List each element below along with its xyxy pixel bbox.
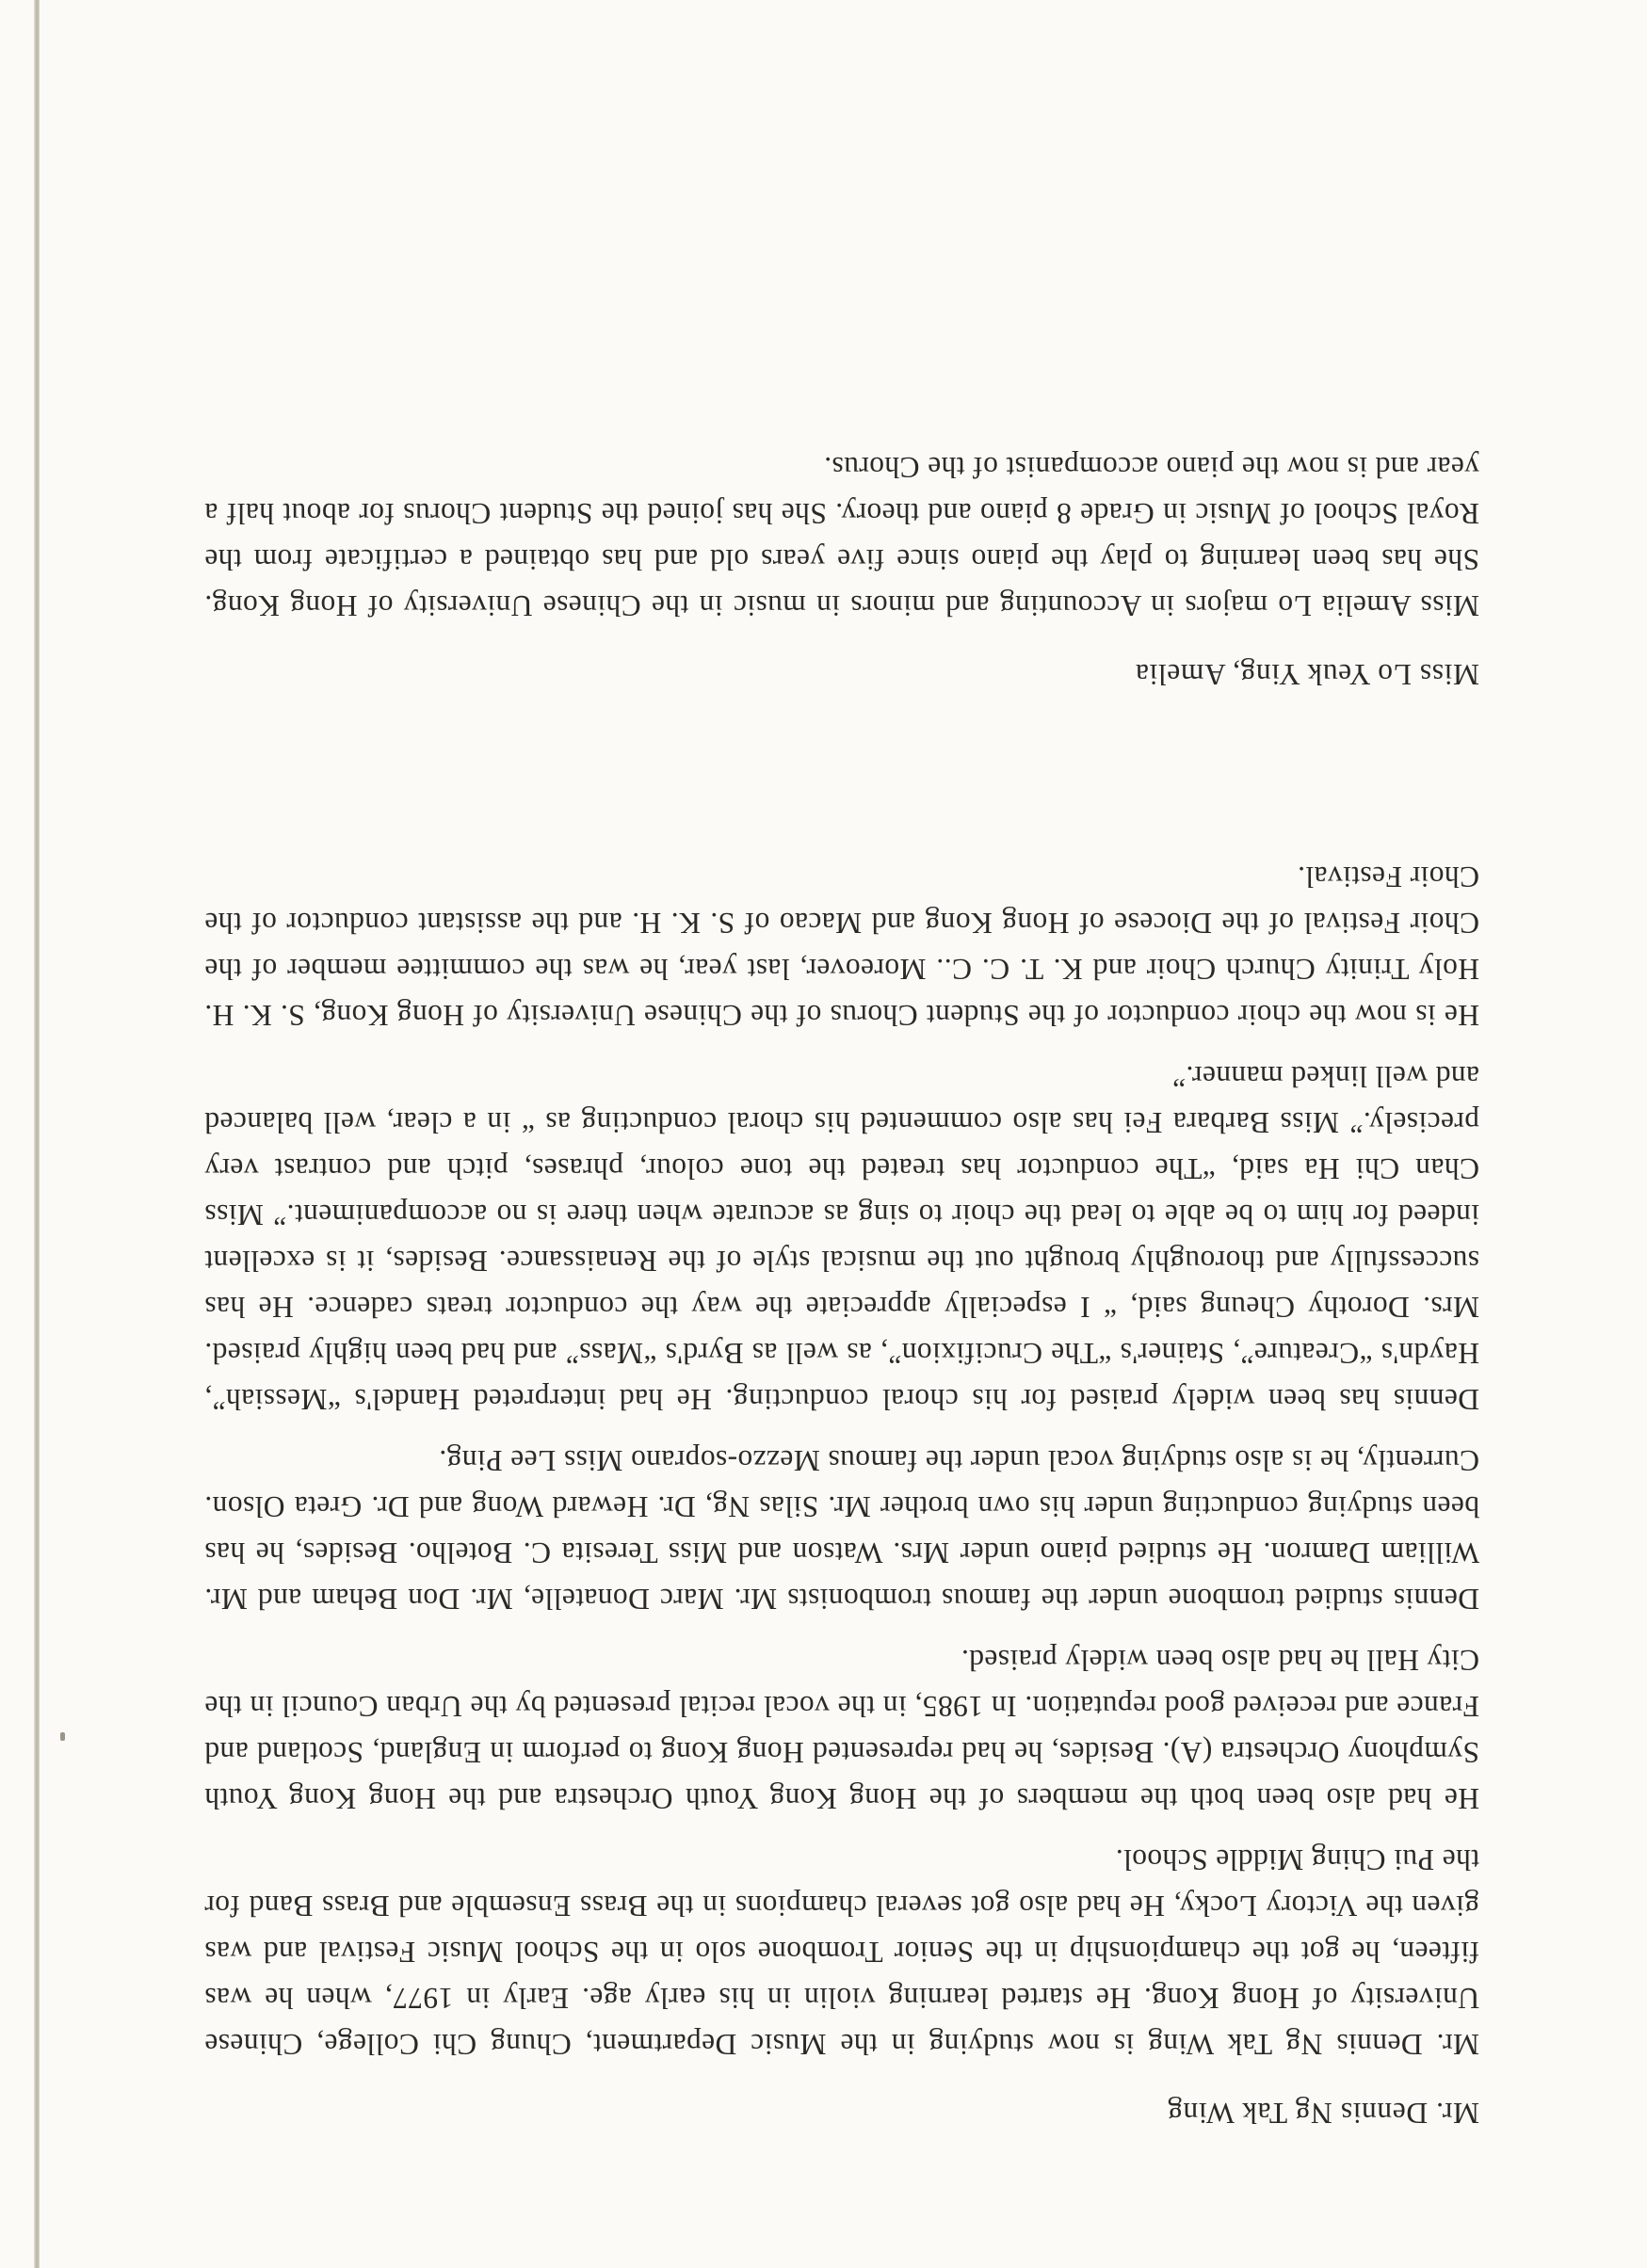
- section-title-amelia: Miss Lo Yeuk Ying, Amelia: [1135, 658, 1479, 691]
- scan-speck: [60, 1732, 65, 1741]
- binding-shadow: [34, 0, 40, 2268]
- section-title-dennis: Mr. Dennis Ng Tak Wing: [1167, 2097, 1479, 2130]
- section-spacer: [204, 698, 1479, 839]
- paragraph-dennis-studies: Dennis studied trombone under the famous trombonists Mr. Marc Donatelle, Mr. Don Beham and Mr. William Damron. He studied piano under Mrs. Watson and Miss Teresita C. Botelho. Besides, he has been studying conducting under his own brother Mr. Silas Ng, Dr. Heward Wong and Dr. Greta Olson. Currently, he is also studying vocal under the famous Mezzo-soprano Miss Lee Ping.: [204, 1444, 1479, 1616]
- paragraph-dennis-orchestra: He had also been both the members of the Hong Kong Youth Orchestra and the Hong Kong Youth Symphony Orchestra (A). Besides, he had represented Hong Kong to perform in England, Scotland and France and received good reputation. In 1985, in the vocal recital presented by the Urban Council in the City Hall he had also been widely praised.: [204, 1644, 1479, 1815]
- paragraph-dennis-current: He is now the choir conductor of the Student Chorus of the Chinese University of Hong Kong, S. K. H. Holy Trinity Church Choir and K. T. C. C.. Moreover, last year, he was the committee member of the Choir Festival of the Diocese of Hong Kong and Macao of S. K. H. and the assistant conductor of the Choir Festival.: [204, 861, 1479, 1032]
- page-text: [204, 429, 1479, 2136]
- paragraph-dennis-praise: Dennis has been widely praised for his choral conducting. He had interpreted Handel's “Messiah”, Haydn's “Creature”, Stainer's “The Crucifixion”, as well as Byrd's “Mass” and had been highly praised. Mrs. Dorothy Cheung said, “ I especially appreciate the way the conductor treats cadence. He has successfully and thoroughly brought out the musical style of the Renaissance. Besides, it is excellent indeed for him to be able to lead the choir to sing as accurate when there is no accompaniment.” Miss Chan Chi Ha said, “The conductor has treated the tone colour, phrases, pitch and contrast very precisely.” Miss Barbara Fei has also commented his choral conducting as “ in a clear, well balanced and well linked manner.”: [204, 1060, 1479, 1416]
- paragraph-amelia: Miss Amelia Lo majors in Accounting and minors in music in the Chinese University of Hong Kong. She has been learning to play the piano since five years old and has obtained a certificate from the Royal School of Music in Grade 8 piano and theory. She has joined the Student Chorus for about half a year and is now the piano accompanist of the Chorus.: [204, 451, 1479, 622]
- paragraph-dennis-intro: Mr. Dennis Ng Tak Wing is now studying in the Music Department, Chung Chi College, Chinese University of Hong Kong. He started learning violin in his early age. Early in 1977, when he was fifteen, he got the championship in the Senior Trombone solo in the School Music Festival and was given the Victory Locky, He had also got several champions in the Brass Ensemble and Brass Band for the Pui Ching Middle School.: [204, 1843, 1479, 2061]
